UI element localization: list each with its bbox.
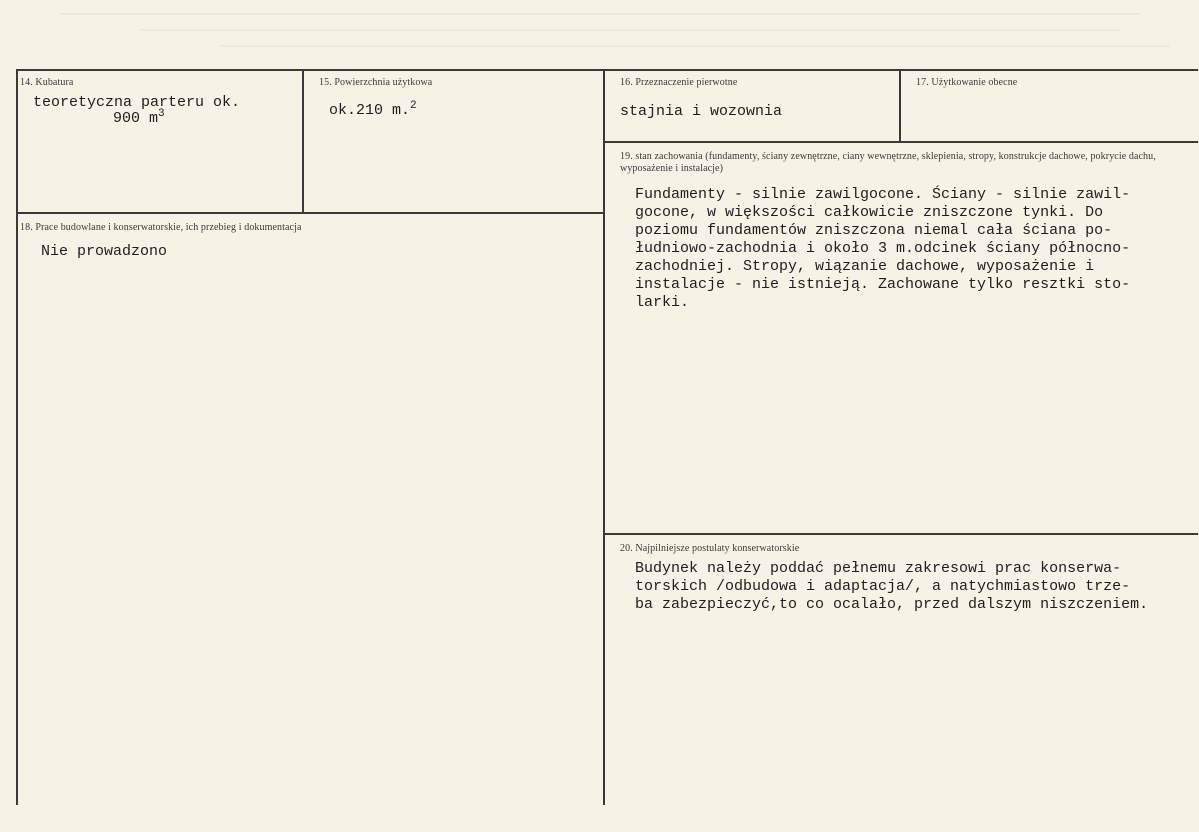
top-border [16,69,1198,71]
field-19-line: poziomu fundamentów zniszczona niemal cała ściana po- [635,222,1113,239]
field-15-unit-exponent: 2 [410,100,417,112]
field-20-line: torskich /odbudowa i adaptacja/, a natychmiastowo trze- [635,578,1131,595]
field-19-line: instalacje - nie istnieją. Zachowane tylko resztki sto- [635,276,1131,293]
field-17-label: 17. Użytkowanie obecne [916,77,1018,88]
field-19-line: larki. [635,294,690,311]
field-20-line: ba zabezpieczyć,to co ocalało, przed dalszym niszczeniem. [635,596,1149,613]
field-19-line: Fundamenty - silnie zawilgocone. Ściany - silnie zawil- [635,186,1131,203]
field-18-label: 18. Prace budowlane i konserwatorskie, ich przebieg i dokumentacja [20,222,302,233]
field-19-line: zachodniej. Stropy, wiązanie dachowe, wyposażenie i [635,258,1095,275]
field-16-value: stajnia i wozownia [620,103,783,120]
field-20-label: 20. Najpilniejsze postulaty konserwatorskie [620,543,800,554]
field-20-line: Budynek należy poddać pełnemu zakresowi prac konserwa- [635,560,1122,577]
divider-14-18 [16,212,603,214]
show-through-marks [20,0,1180,60]
field-18-value: Nie prowadzono [41,243,168,260]
left-border [16,69,18,805]
field-19-label: 19. stan zachowania (fundamenty, ściany zewnętrzne, ciany wewnętrzne, sklepienia, stropy, konstrukcje dachowe, pokrycie dachu, wyposażenie i instalacje) [620,151,1156,174]
field-19-line: łudniowo-zachodnia i około 3 m.odcinek ściany północno- [635,240,1131,257]
field-14-label: 14. Kubatura [20,77,74,88]
field-14-value-line2 [113,108,165,129]
field-15-area: ok.210 m. [329,102,411,119]
divider-19-20 [603,533,1198,535]
field-15-value [329,100,417,121]
field-16-label: 16. Przeznaczenie pierwotne [620,77,738,88]
field-15-label: 15. Powierzchnia użytkowa [319,77,433,88]
field-19-line: gocone, w większości całkowicie zniszczone tynki. Do [635,204,1104,221]
field-14-unit-exponent: 3 [158,108,165,120]
divider-14-15 [302,69,304,214]
field-14-value-line1: teoretyczna parteru ok. [33,94,241,111]
center-divider [603,69,605,805]
field-14-volume: 900 m [113,110,159,127]
divider-16-19 [603,141,1198,143]
divider-16-17 [899,69,901,142]
